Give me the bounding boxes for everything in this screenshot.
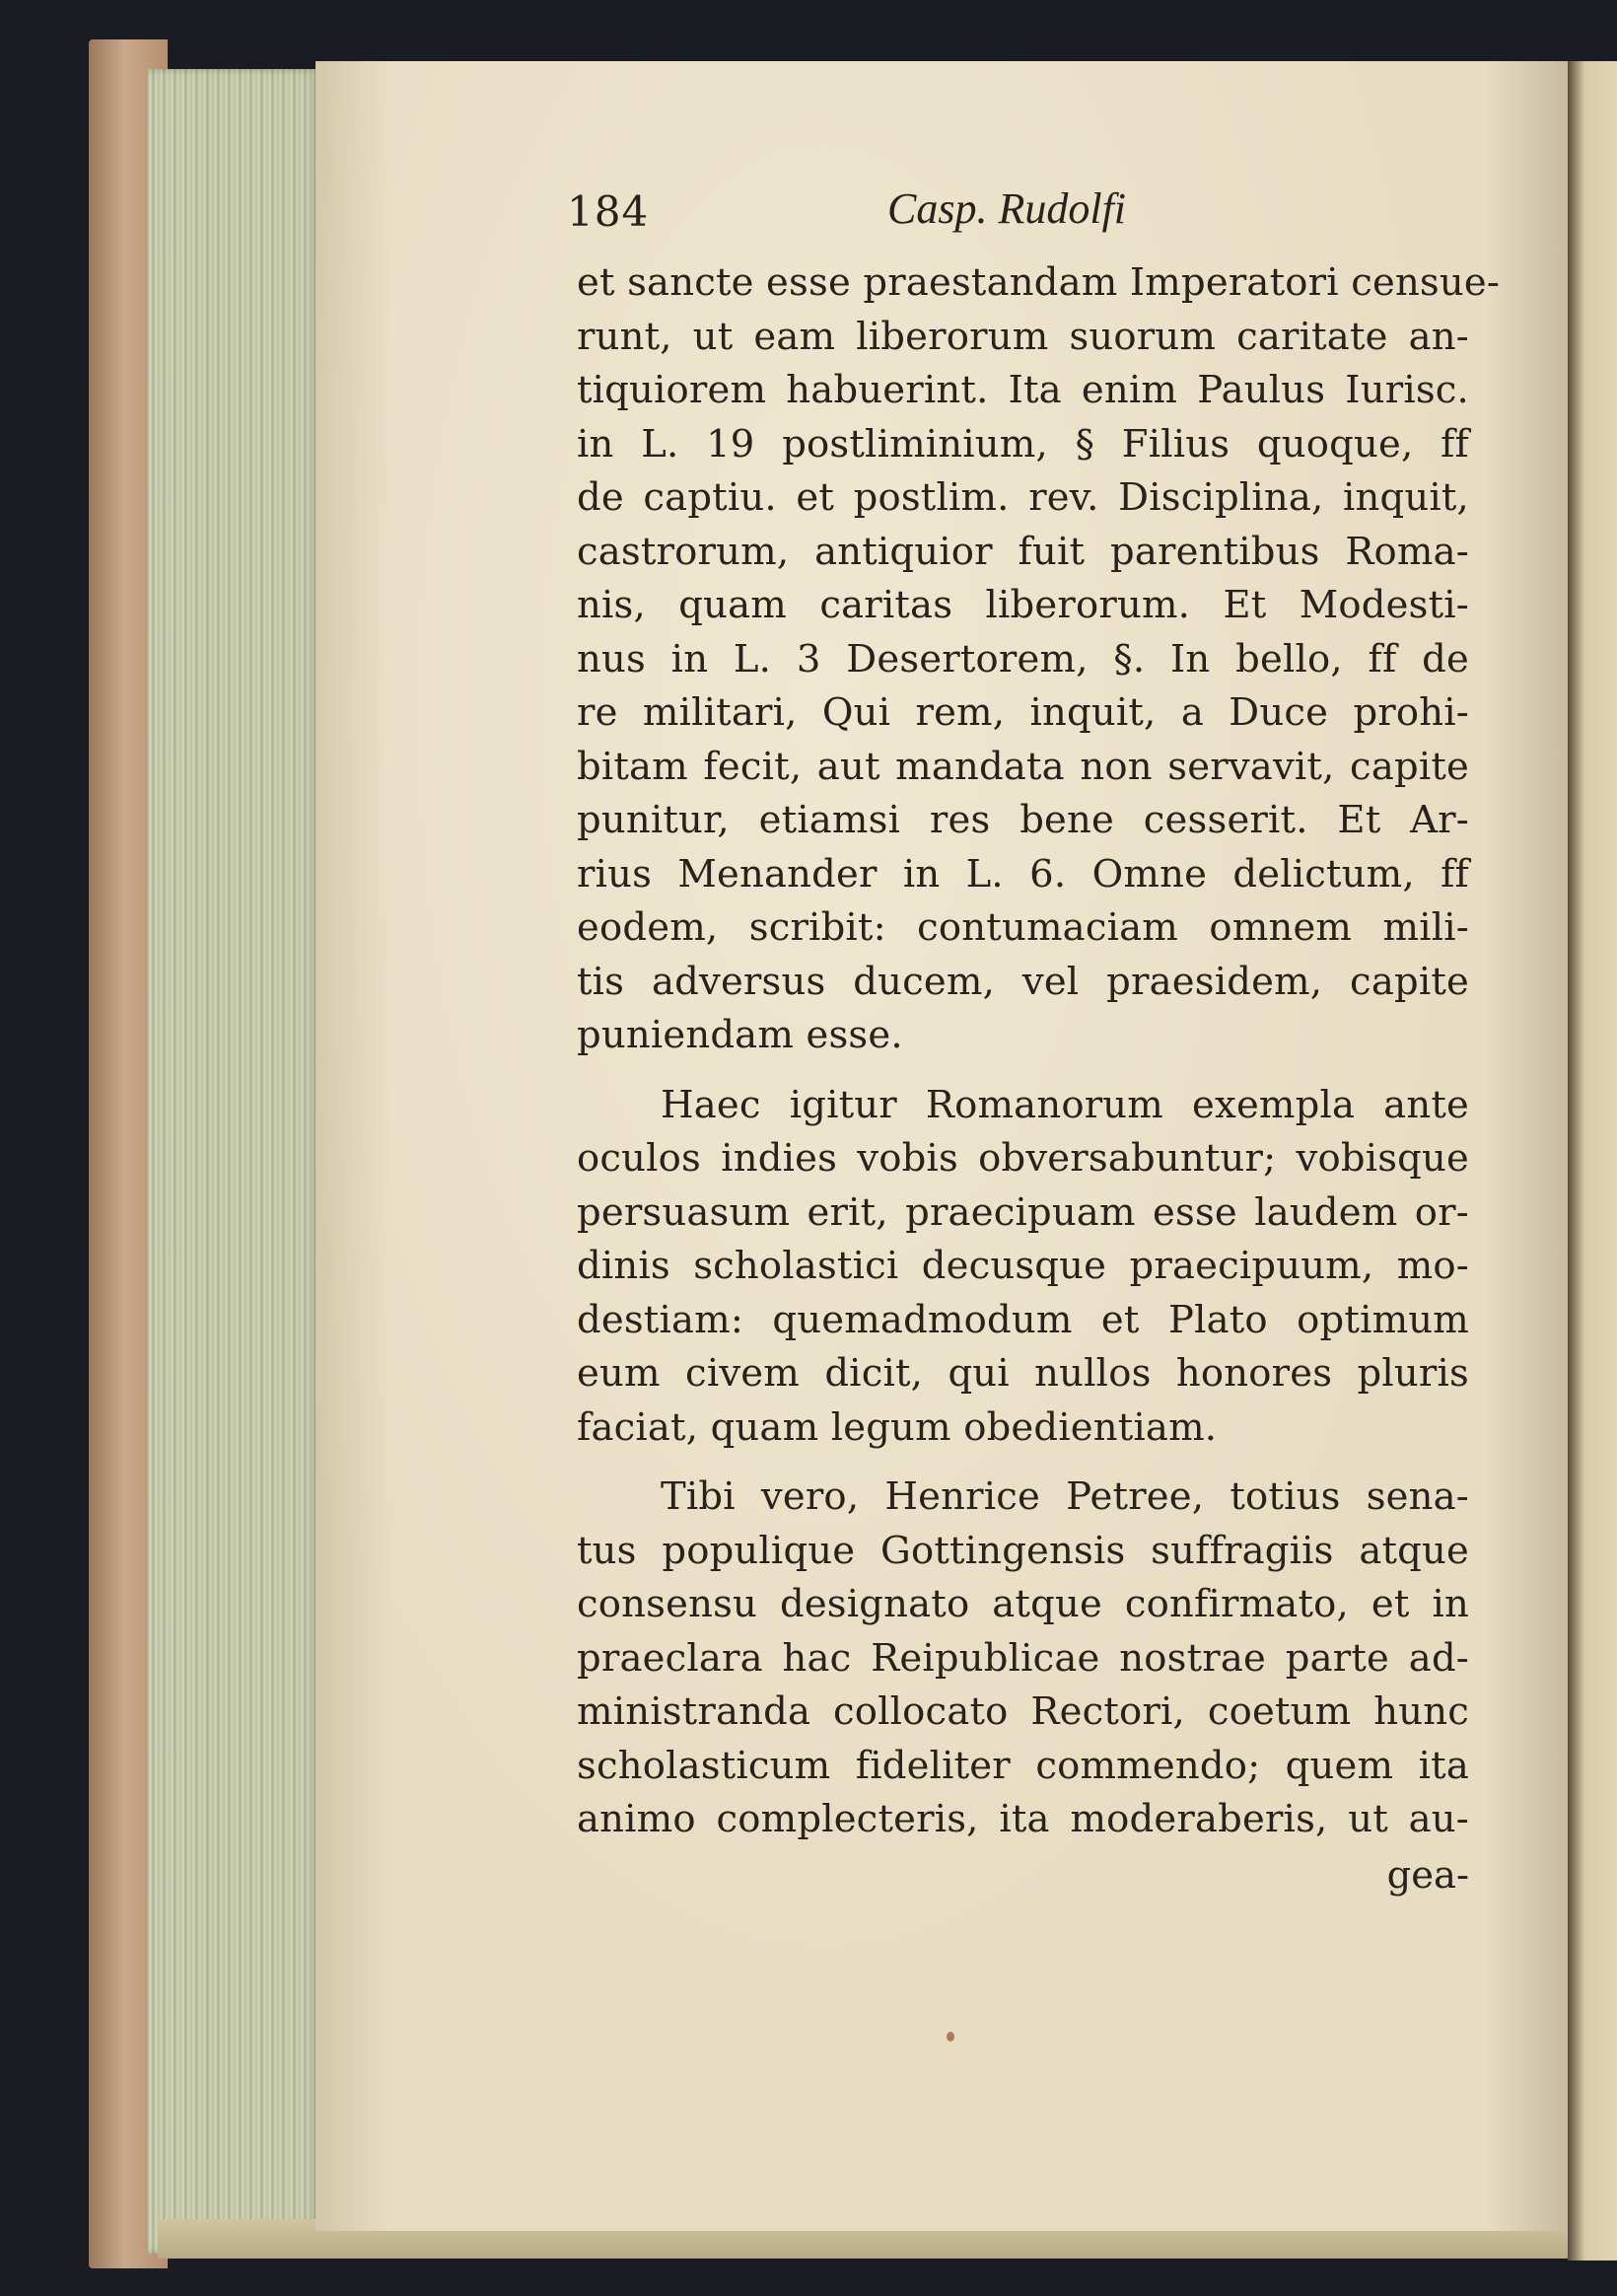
text-line: animo complecteris, ita moderaberis, ut au- [577,1797,1469,1841]
text-line: oculos indies vobis obversabuntur; vobisque [577,1136,1469,1181]
page-edges [148,69,320,2254]
paragraph-2 [577,1079,1469,1456]
text-line: runt, ut eam liberorum suorum caritate an- [577,314,1469,359]
text-line: de captiu. et postlim. rev. Disciplina, inquit, [577,475,1469,520]
facing-page-gutter [1568,61,1617,2260]
text-line: et sancte esse praestandam Imperatori censue- [577,260,1501,305]
paragraph-gap [577,1455,1469,1471]
page-text [567,178,1501,1902]
page-number: 184 [567,187,650,236]
text-line: bitam fecit, aut mandata non servavit, capite [577,744,1469,789]
text-line: in L. 19 postliminium, § Filius quoque, ff [577,421,1469,466]
text-line: nis, quam caritas liberorum. Et Modesti- [577,583,1469,627]
text-line: ministranda collocato Rectori, coetum hunc [577,1689,1469,1734]
text-line: eum civem dicit, qui nullos honores pluris [577,1351,1469,1396]
text-line: praeclara hac Reipublicae nostrae parte ad- [577,1635,1469,1681]
text-line: persuasum erit, praecipuam esse laudem or- [577,1189,1469,1235]
text-line: tiquiorem habuerint. Ita enim Paulus Iurisc. [577,368,1469,412]
text-line: puniendam esse. [577,1013,903,1057]
text-line: castrorum, antiquior fuit parentibus Roma- [577,529,1469,574]
running-title: Casp. Rudolfi [887,184,1127,233]
text-line: eodem, scribit: contumaciam omnem mili- [577,905,1469,950]
paragraph-3 [577,1471,1469,1847]
paper-speck [947,2032,954,2042]
text-line: punitur, etiamsi res bene cesserit. Et Ar- [577,798,1469,842]
text-line: Tibi vero, Henrice Petree, totius sena- [661,1474,1469,1519]
text-line: Haec igitur Romanorum exempla ante [661,1082,1469,1127]
paragraph-1 [577,256,1501,1063]
paragraph-gap [577,1063,1469,1079]
text-line: dinis scholastici decusque praecipuum, mo- [577,1244,1469,1288]
text-line: nus in L. 3 Desertorem, §. In bello, ff de [577,636,1469,682]
text-line: faciat, quam legum obedientiam. [577,1404,1218,1450]
text-line: re militari, Qui rem, inquit, a Duce prohi- [577,690,1469,735]
text-line: scholasticum fideliter commendo; quem ita [577,1743,1469,1788]
running-head [567,178,1469,256]
catchword: gea- [1386,1852,1469,1898]
text-line: destiam: quemadmodum et Plato optimum [577,1297,1469,1342]
text-line: tis adversus ducem, vel praesidem, capite [577,959,1469,1004]
text-line: tus populique Gottingensis suffragiis atque [577,1528,1469,1573]
text-line: consensu designato atque confirmato, et in [577,1582,1469,1626]
text-line: rius Menander in L. 6. Omne delictum, ff [577,851,1469,897]
